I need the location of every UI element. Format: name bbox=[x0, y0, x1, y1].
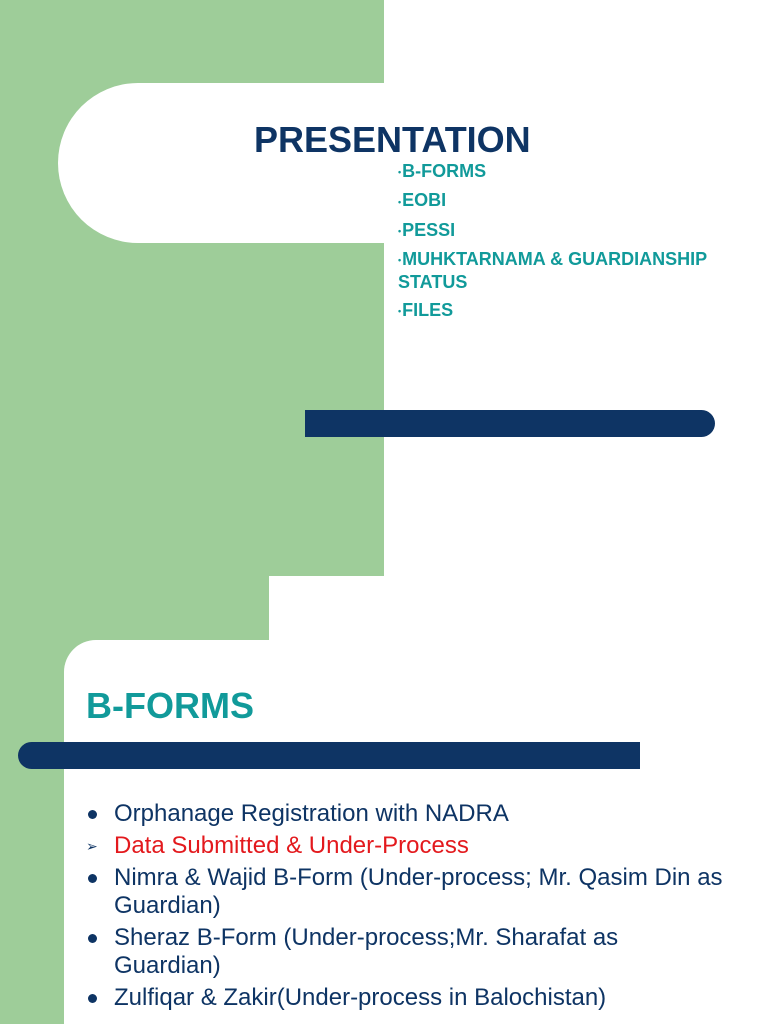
agenda-item-label: FILES bbox=[402, 300, 454, 320]
agenda-item bbox=[398, 219, 728, 242]
slide-b-forms bbox=[0, 576, 768, 1024]
agenda-item bbox=[398, 189, 728, 212]
list-item-text: Data Submitted & Under-Process bbox=[114, 832, 469, 859]
list-item bbox=[86, 924, 726, 980]
bullet-icon: • bbox=[398, 225, 402, 236]
list-item-text: Nimra & Wajid B-Form (Under-process; Mr. Qasim Din as Guardian) bbox=[114, 864, 723, 919]
list-item-text: Orphanage Registration with NADRA bbox=[114, 800, 509, 827]
list-item-text: Zulfiqar & Zakir(Under-process in Balochistan) bbox=[114, 984, 607, 1011]
bullet-icon: • bbox=[398, 167, 402, 178]
list-item-text: Sheraz B-Form (Under-process;Mr. Sharafat as Guardian) bbox=[114, 924, 619, 979]
slide-title: B-FORMS bbox=[86, 685, 254, 726]
agenda-item-label: B-FORMS bbox=[402, 161, 487, 181]
agenda-item-label: MUHKTARNAMA & GUARDIANSHIP STATUS bbox=[398, 248, 707, 292]
decorative-bar bbox=[18, 742, 640, 769]
title-pill-shape bbox=[58, 83, 384, 243]
agenda-item bbox=[398, 299, 728, 322]
agenda-item bbox=[398, 160, 728, 183]
bullet-icon: • bbox=[398, 255, 402, 265]
agenda-item-label: EOBI bbox=[402, 190, 447, 211]
list-item bbox=[86, 984, 726, 1012]
bullet-icon: • bbox=[398, 306, 402, 317]
bullet-icon: • bbox=[398, 196, 402, 207]
agenda-item-label: PESSI bbox=[402, 219, 456, 240]
list-item bbox=[86, 864, 726, 920]
decorative-bar bbox=[305, 410, 715, 437]
agenda-list bbox=[398, 160, 728, 328]
bullet-list bbox=[86, 800, 726, 1016]
arrow-bullet-icon: ➢ bbox=[86, 838, 98, 854]
slide-title: PRESENTATION bbox=[254, 119, 531, 160]
list-item bbox=[86, 800, 726, 828]
agenda-item bbox=[398, 248, 728, 293]
list-item-highlighted bbox=[86, 832, 726, 860]
